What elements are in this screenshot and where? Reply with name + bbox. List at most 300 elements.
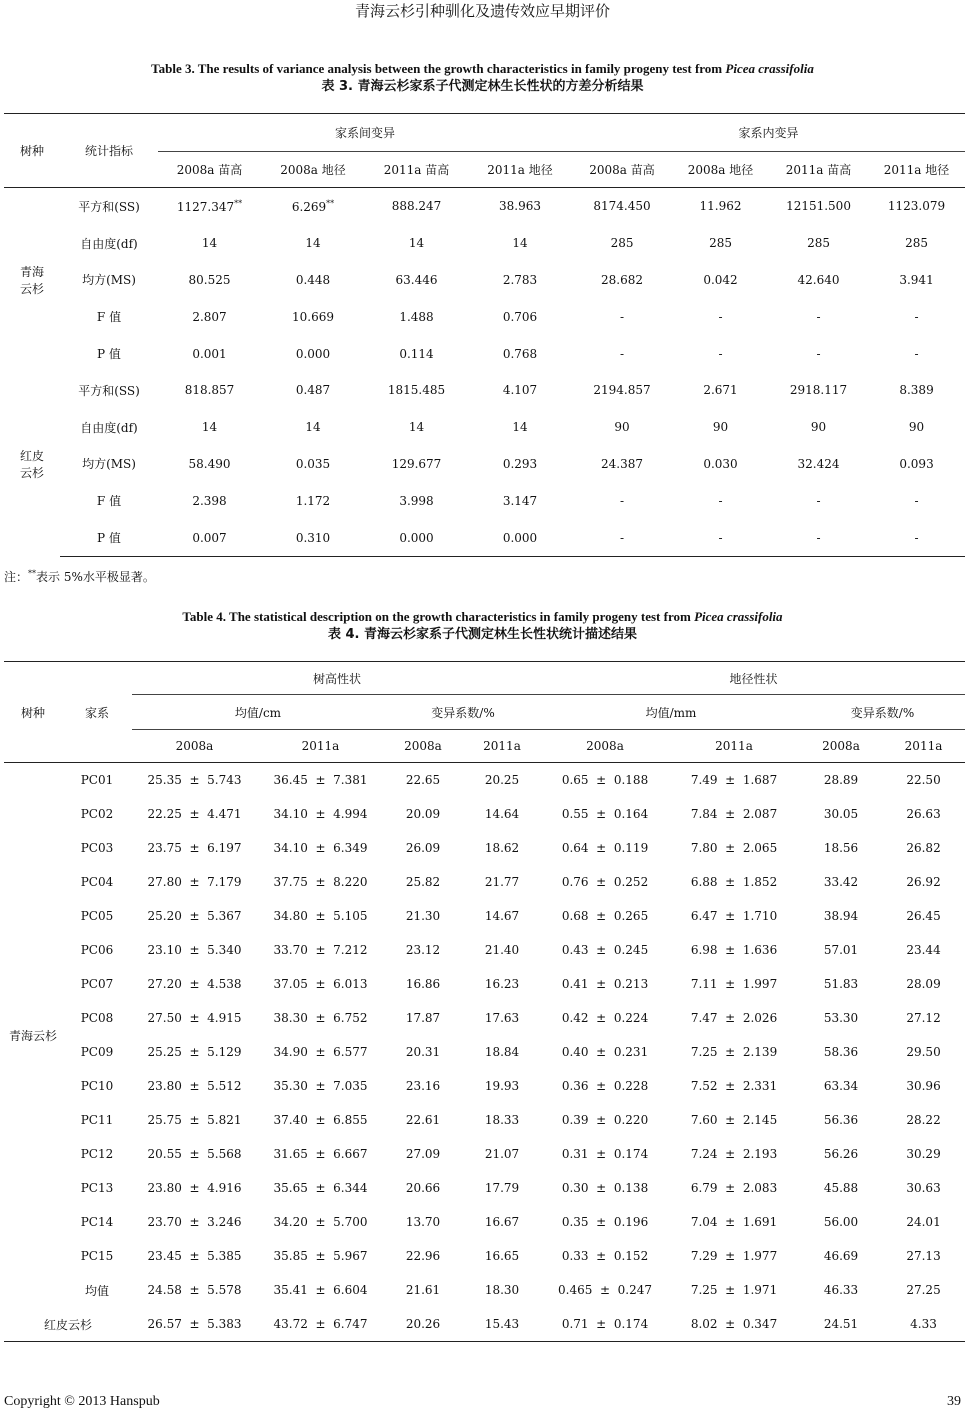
value-cell: 0.30 ± 0.138	[561, 1181, 649, 1195]
value-cell: 23.75 ± 6.197	[147, 841, 242, 855]
value: -	[619, 493, 625, 508]
table-row	[4, 225, 965, 262]
value: 1127.347	[176, 199, 235, 214]
value-cell: 7.49 ± 1.687	[668, 763, 800, 798]
value-cell	[572, 335, 672, 372]
table4-caption-zh: 表 4. 青海云杉家系子代测定林生长性状统计描述结果	[327, 627, 638, 642]
table-row	[4, 335, 965, 372]
value-cell: 58.36	[823, 1045, 859, 1059]
value-cell: 27.25	[906, 1283, 941, 1297]
value: -	[619, 346, 625, 361]
species-cell: 红皮云杉	[4, 1307, 132, 1342]
value-cell: 16.23	[484, 977, 520, 991]
value: 3.998	[399, 493, 434, 508]
value-cell: 37.05 ± 6.013	[273, 977, 368, 991]
note-mark: **	[28, 569, 37, 578]
year-header: 2011a	[882, 730, 965, 763]
value-cell: 38.94	[823, 909, 859, 923]
species-cell: 青海云杉	[4, 763, 62, 1308]
value-cell	[868, 519, 965, 556]
value-cell	[158, 298, 261, 335]
col-family: 家系	[84, 705, 109, 720]
family-cell: PC14	[80, 1215, 114, 1229]
stat-label: 均方(MS)	[82, 457, 136, 472]
value: -	[718, 346, 723, 361]
value: -	[816, 346, 821, 361]
table-row	[4, 519, 965, 556]
value-cell	[672, 298, 769, 335]
value-cell	[365, 519, 468, 556]
value-cell: 0.36 ± 0.228	[561, 1079, 649, 1093]
table-row	[4, 1205, 965, 1239]
value: 3.147	[502, 493, 538, 508]
value-cell: 19.93	[484, 1079, 520, 1093]
value-cell	[868, 335, 965, 372]
table4-caption	[0, 608, 965, 644]
value-cell	[769, 446, 868, 483]
value-cell: 23.12	[405, 943, 441, 957]
table-row	[4, 1035, 965, 1069]
value-cell: 37.75 ± 8.220	[273, 875, 368, 889]
value-cell	[365, 262, 468, 299]
value-cell: 21.77	[484, 875, 520, 889]
value-cell: 23.80 ± 4.916	[147, 1181, 242, 1195]
value: 2918.117	[789, 383, 848, 398]
value-cell: 27.09	[405, 1147, 441, 1161]
value: 1815.485	[387, 383, 446, 398]
value-cell: 7.25 ± 2.139	[690, 1045, 778, 1059]
value-cell	[868, 225, 965, 262]
table-row	[4, 1001, 965, 1035]
family-cell: PC07	[80, 977, 114, 991]
value-cell: 23.80 ± 5.512	[147, 1079, 242, 1093]
value: 0.042	[703, 272, 738, 287]
value-cell	[158, 262, 261, 299]
value: 14	[305, 236, 321, 251]
table-row	[4, 1103, 965, 1137]
value: 4.107	[502, 383, 538, 398]
value-cell: 0.71 ± 0.174	[542, 1307, 668, 1342]
value-cell: 21.61	[405, 1283, 441, 1297]
value-cell	[261, 225, 365, 262]
value: 285	[709, 236, 732, 251]
value-cell: 17.63	[484, 1011, 520, 1025]
table-row	[4, 1273, 965, 1307]
value: 58.490	[188, 456, 231, 471]
value: -	[619, 309, 625, 324]
value-cell: 33.70 ± 7.212	[273, 943, 368, 957]
value-cell: 35.85 ± 5.967	[273, 1249, 368, 1263]
year-header: 2008a	[800, 730, 882, 763]
value-cell: 26.09	[405, 841, 441, 855]
family-cell: 均值	[84, 1283, 109, 1298]
value-cell	[158, 519, 261, 556]
value-cell	[365, 298, 468, 335]
value-cell: 31.65 ± 6.667	[273, 1147, 368, 1161]
table-row	[4, 1171, 965, 1205]
subcol-header: 2008a 地径	[672, 152, 769, 188]
value-cell: 34.10 ± 4.994	[273, 807, 368, 821]
value-cell: 25.35 ± 5.743	[132, 763, 257, 798]
value-cell	[158, 482, 261, 519]
value-cell: 8.02 ± 0.347	[668, 1307, 800, 1342]
value-cell: 20.09	[405, 807, 441, 821]
family-cell: PC03	[80, 841, 114, 855]
table3-caption-zh: 表 3. 青海云杉家系子代测定林生长性状的方差分析结果	[321, 79, 644, 94]
subcol-header: 2011a 地径	[868, 152, 965, 188]
value-cell	[868, 409, 965, 446]
group-height: 树高性状	[313, 671, 362, 686]
value: 2.671	[703, 383, 738, 398]
stat-label: 平方和(SS)	[60, 188, 158, 225]
table4-caption-en	[0, 608, 965, 626]
value: 14	[408, 420, 425, 435]
table-row	[4, 865, 965, 899]
value-cell: 7.47 ± 2.026	[690, 1011, 778, 1025]
col-species: 树种	[19, 144, 44, 158]
value-cell: 16.65	[484, 1249, 520, 1263]
value: -	[718, 309, 723, 324]
value-cell: 14.67	[484, 909, 520, 923]
value-cell	[365, 482, 468, 519]
table-row	[4, 188, 965, 225]
value-cell: 33.42	[823, 875, 859, 889]
species-cell: 红皮 云杉	[19, 449, 44, 481]
value-cell	[468, 188, 572, 225]
table-row	[4, 409, 965, 446]
value-cell: 0.64 ± 0.119	[561, 841, 649, 855]
value: 1.488	[399, 309, 434, 324]
value-cell: 24.51	[800, 1307, 882, 1342]
value-cell: 17.79	[484, 1181, 520, 1195]
group-within-families: 家系内变异	[738, 126, 799, 140]
value-cell: 7.52 ± 2.331	[690, 1079, 778, 1093]
family-cell: PC06	[80, 943, 114, 957]
value-cell	[572, 409, 672, 446]
value-cell: 22.65	[384, 763, 462, 798]
value-cell	[261, 335, 365, 372]
value-cell: 0.31 ± 0.174	[561, 1147, 649, 1161]
value-cell: 51.83	[823, 977, 859, 991]
value-cell: 37.40 ± 6.855	[273, 1113, 368, 1127]
value: 0.000	[295, 346, 331, 361]
value-cell	[672, 446, 769, 483]
value-cell: 21.07	[484, 1147, 520, 1161]
value-cell: 18.62	[484, 841, 520, 855]
table-row	[4, 1069, 965, 1103]
value-cell: 20.55 ± 5.568	[147, 1147, 242, 1161]
value-cell	[672, 225, 769, 262]
value-cell: 7.80 ± 2.065	[690, 841, 778, 855]
stat-label: F 值	[96, 310, 122, 325]
value-cell	[769, 188, 868, 225]
species-cell: 青海 云杉	[4, 188, 60, 372]
value-cell: 26.57 ± 5.383	[132, 1307, 257, 1342]
value-cell: 0.65 ± 0.188	[542, 763, 668, 798]
table-row	[4, 763, 965, 798]
table-row	[4, 262, 965, 299]
value: 63.446	[395, 272, 438, 287]
year-header: 2011a	[257, 730, 384, 763]
value-cell: 36.45 ± 7.381	[257, 763, 384, 798]
value-cell	[868, 372, 965, 409]
value: 14	[408, 236, 425, 251]
value-cell: 56.36	[823, 1113, 859, 1127]
table-row	[4, 797, 965, 831]
value-cell	[158, 188, 261, 225]
value-cell: 57.01	[823, 943, 859, 957]
value-cell: 46.69	[823, 1249, 859, 1263]
value-cell	[769, 519, 868, 556]
value: 0.114	[399, 346, 434, 361]
value-cell: 26.92	[906, 875, 941, 889]
value-cell: 25.82	[405, 875, 441, 889]
value-cell: 29.50	[906, 1045, 941, 1059]
family-cell: PC02	[80, 807, 114, 821]
value-cell	[261, 409, 365, 446]
value-cell	[468, 262, 572, 299]
value-cell: 28.89	[800, 763, 882, 798]
value-cell	[261, 519, 365, 556]
value-cell	[468, 519, 572, 556]
value-cell	[868, 262, 965, 299]
table3-caption-en-text: Table 3. The results of variance analysis between the growth characteristics in family progeny test from	[151, 61, 726, 76]
family-cell: PC15	[80, 1249, 114, 1263]
value-cell: 0.40 ± 0.231	[561, 1045, 649, 1059]
value: 38.963	[499, 199, 541, 214]
table-row	[4, 933, 965, 967]
value-cell: 0.465 ± 0.247	[558, 1283, 653, 1297]
family-cell: PC05	[80, 909, 114, 923]
value: 2.398	[192, 493, 227, 508]
value-cell: 6.88 ± 1.852	[690, 875, 778, 889]
value-cell	[769, 409, 868, 446]
value: -	[816, 493, 821, 508]
value-cell: 20.25	[462, 763, 542, 798]
group-between-families: 家系间变异	[335, 126, 396, 140]
subcol-header: 2011a 地径	[468, 152, 572, 188]
value-cell	[769, 262, 868, 299]
value-cell: 23.44	[906, 943, 941, 957]
value: 0.310	[295, 530, 331, 545]
value: 1123.079	[887, 199, 946, 214]
value-cell: 30.29	[906, 1147, 941, 1161]
value: -	[619, 530, 625, 545]
value: 1.172	[295, 493, 331, 508]
value: 0.293	[502, 456, 538, 471]
value-cell: 27.80 ± 7.179	[147, 875, 242, 889]
value: 2.783	[502, 272, 538, 287]
value: 129.677	[391, 456, 442, 471]
value-cell	[769, 298, 868, 335]
value-cell: 25.75 ± 5.821	[147, 1113, 242, 1127]
value-cell	[769, 335, 868, 372]
value-cell	[365, 372, 468, 409]
value-cell: 18.33	[484, 1113, 520, 1127]
value: -	[914, 346, 919, 361]
value-cell: 21.40	[484, 943, 520, 957]
value-cell: 7.25 ± 1.971	[690, 1283, 778, 1297]
value-cell	[572, 446, 672, 483]
value-cell: 6.98 ± 1.636	[690, 943, 778, 957]
value-cell: 6.47 ± 1.710	[690, 909, 778, 923]
value-cell: 0.41 ± 0.213	[561, 977, 649, 991]
table-row	[4, 1137, 965, 1171]
value: 0.706	[502, 309, 538, 324]
value-cell: 7.24 ± 2.193	[690, 1147, 778, 1161]
value: 0.035	[295, 456, 331, 471]
value-cell	[572, 372, 672, 409]
value: 24.387	[601, 456, 644, 471]
value-cell: 53.30	[823, 1011, 859, 1025]
value-cell: 6.79 ± 2.083	[690, 1181, 778, 1195]
value-cell: 35.65 ± 6.344	[273, 1181, 368, 1195]
value-cell	[769, 482, 868, 519]
value-cell	[672, 482, 769, 519]
value-cell: 23.45 ± 5.385	[147, 1249, 242, 1263]
value-cell: 0.68 ± 0.265	[561, 909, 649, 923]
value-cell: 26.63	[906, 807, 941, 821]
family-cell: PC11	[80, 1113, 114, 1127]
subcol-header: 2008a 苗高	[158, 152, 261, 188]
value-cell	[261, 446, 365, 483]
value: -	[914, 530, 919, 545]
value-cell: 7.11 ± 1.997	[690, 977, 778, 991]
value-cell	[868, 482, 965, 519]
value-cell: 7.29 ± 1.977	[690, 1249, 778, 1263]
value-cell: 34.20 ± 5.700	[273, 1215, 368, 1229]
value: 0.000	[502, 530, 538, 545]
value-cell	[158, 372, 261, 409]
table3-note	[4, 566, 155, 585]
note-prefix: 注：	[4, 570, 29, 584]
value-cell	[468, 409, 572, 446]
running-head: 青海云杉引种驯化及遗传效应早期评价	[354, 2, 610, 20]
value: 0.448	[295, 272, 331, 287]
value: 818.857	[184, 383, 235, 398]
value: 888.247	[391, 199, 442, 214]
value: 0.000	[399, 530, 434, 545]
value-cell: 20.31	[405, 1045, 441, 1059]
family-cell: PC12	[80, 1147, 114, 1161]
value: 11.962	[699, 199, 742, 214]
value-cell: 20.66	[405, 1181, 441, 1195]
value-cell: 63.34	[823, 1079, 859, 1093]
value-cell: 22.96	[405, 1249, 441, 1263]
value: 14	[201, 420, 218, 435]
value-cell: 20.26	[384, 1307, 462, 1342]
subcol-header: 2008a 地径	[261, 152, 365, 188]
value-cell	[572, 262, 672, 299]
value-cell	[572, 225, 672, 262]
value-cell	[261, 482, 365, 519]
family-cell: PC13	[80, 1181, 114, 1195]
value-cell	[365, 188, 468, 225]
group-diameter: 地径性状	[729, 671, 778, 686]
family-cell: PC09	[80, 1045, 114, 1059]
value-cell: 26.82	[906, 841, 941, 855]
value-cell	[572, 188, 672, 225]
value-cell	[365, 446, 468, 483]
value-cell: 0.33 ± 0.152	[561, 1249, 649, 1263]
value: 28.682	[601, 272, 644, 287]
table-row	[4, 1307, 965, 1342]
value-cell	[261, 262, 365, 299]
value: 10.669	[292, 309, 334, 324]
year-header: 2008a	[132, 730, 257, 763]
value-cell: 26.45	[906, 909, 941, 923]
value: 0.093	[899, 456, 934, 471]
sub-cv-height: 变异系数/%	[384, 695, 542, 730]
value: 90	[908, 420, 925, 435]
year-header: 2011a	[462, 730, 542, 763]
variance-analysis-table	[4, 113, 965, 557]
note-text: 表示 5%水平极显著。	[36, 570, 155, 584]
value: 285	[610, 236, 634, 251]
family-cell: PC10	[80, 1079, 114, 1093]
value-cell: 7.04 ± 1.691	[690, 1215, 778, 1229]
value-cell: 24.01	[906, 1215, 941, 1229]
value: 90	[712, 420, 729, 435]
value-cell: 30.63	[906, 1181, 941, 1195]
table-row	[4, 831, 965, 865]
value-cell: 14.64	[484, 807, 520, 821]
stat-label: 平方和(SS)	[78, 383, 140, 398]
value-cell: 27.13	[906, 1249, 941, 1263]
stat-label: 自由度(df)	[80, 420, 138, 435]
table3-caption	[0, 60, 965, 96]
table4-caption-en-text: Table 4. The statistical description on the growth characteristics in family progeny test from	[182, 609, 695, 624]
year-header: 2008a	[384, 730, 462, 763]
value-cell	[672, 188, 769, 225]
value-cell	[868, 446, 965, 483]
value-cell: 22.61	[405, 1113, 441, 1127]
value-cell: 15.43	[462, 1307, 542, 1342]
value-cell	[672, 335, 769, 372]
subcol-header: 2011a 苗高	[365, 152, 468, 188]
value-cell	[572, 298, 672, 335]
value: 0.030	[703, 456, 738, 471]
value-cell	[158, 335, 261, 372]
value-cell	[261, 298, 365, 335]
stat-label: F 值	[96, 494, 122, 509]
value: 14	[305, 420, 321, 435]
sub-mean-mm: 均值/mm	[542, 695, 800, 730]
value-cell	[468, 482, 572, 519]
year-header: 2011a	[668, 730, 800, 763]
value-cell: 30.05	[823, 807, 859, 821]
value: 32.424	[797, 456, 840, 471]
value-cell: 27.20 ± 4.538	[147, 977, 242, 991]
value-cell: 27.12	[906, 1011, 941, 1025]
family-cell: PC04	[80, 875, 114, 889]
value-cell	[468, 372, 572, 409]
value-cell: 13.70	[405, 1215, 441, 1229]
value-cell: 0.39 ± 0.220	[561, 1113, 649, 1127]
value-cell	[672, 372, 769, 409]
value-cell: 7.84 ± 2.087	[690, 807, 778, 821]
value-cell: 43.72 ± 6.747	[257, 1307, 384, 1342]
value: 14	[201, 236, 218, 251]
value-cell: 35.30 ± 7.035	[273, 1079, 368, 1093]
value-cell: 21.30	[405, 909, 441, 923]
value-cell	[769, 372, 868, 409]
value-cell: 46.33	[823, 1283, 859, 1297]
page-number: 39	[947, 1394, 961, 1409]
value-cell: 18.56	[823, 841, 859, 855]
subcol-header: 2011a 苗高	[769, 152, 868, 188]
stat-label: 均方(MS)	[82, 273, 136, 288]
